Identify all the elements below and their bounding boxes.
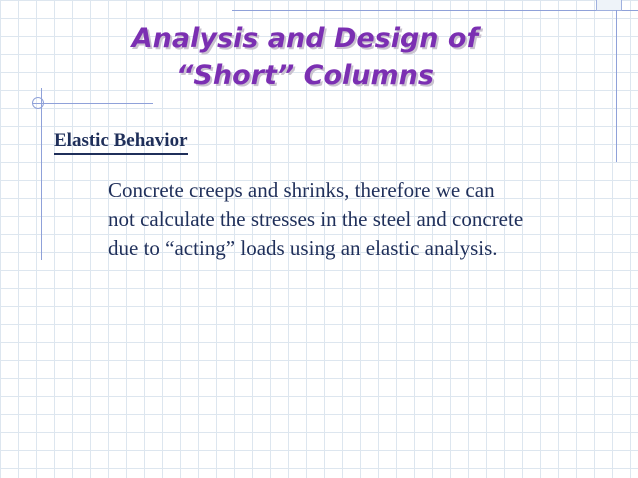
circle-ornament-icon [32, 97, 44, 109]
body-line-1: Concrete creeps and shrinks, therefore we can [108, 178, 495, 202]
title-line-2: “Short” Columns [176, 60, 434, 91]
section-subheading: Elastic Behavior [54, 130, 188, 155]
right-decorative-line [616, 10, 617, 162]
body-line-3: due to “acting” loads using an elastic analysis. [108, 236, 498, 260]
slide-title [60, 20, 550, 94]
left-decorative-line [41, 88, 42, 260]
top-corner-tab [596, 0, 622, 11]
body-line-2: not calculate the stresses in the steel and concrete [108, 207, 524, 231]
title-divider-line [33, 103, 153, 104]
title-line-1: Analysis and Design of [131, 23, 479, 54]
body-paragraph [108, 176, 628, 263]
top-decorative-line [232, 10, 638, 11]
